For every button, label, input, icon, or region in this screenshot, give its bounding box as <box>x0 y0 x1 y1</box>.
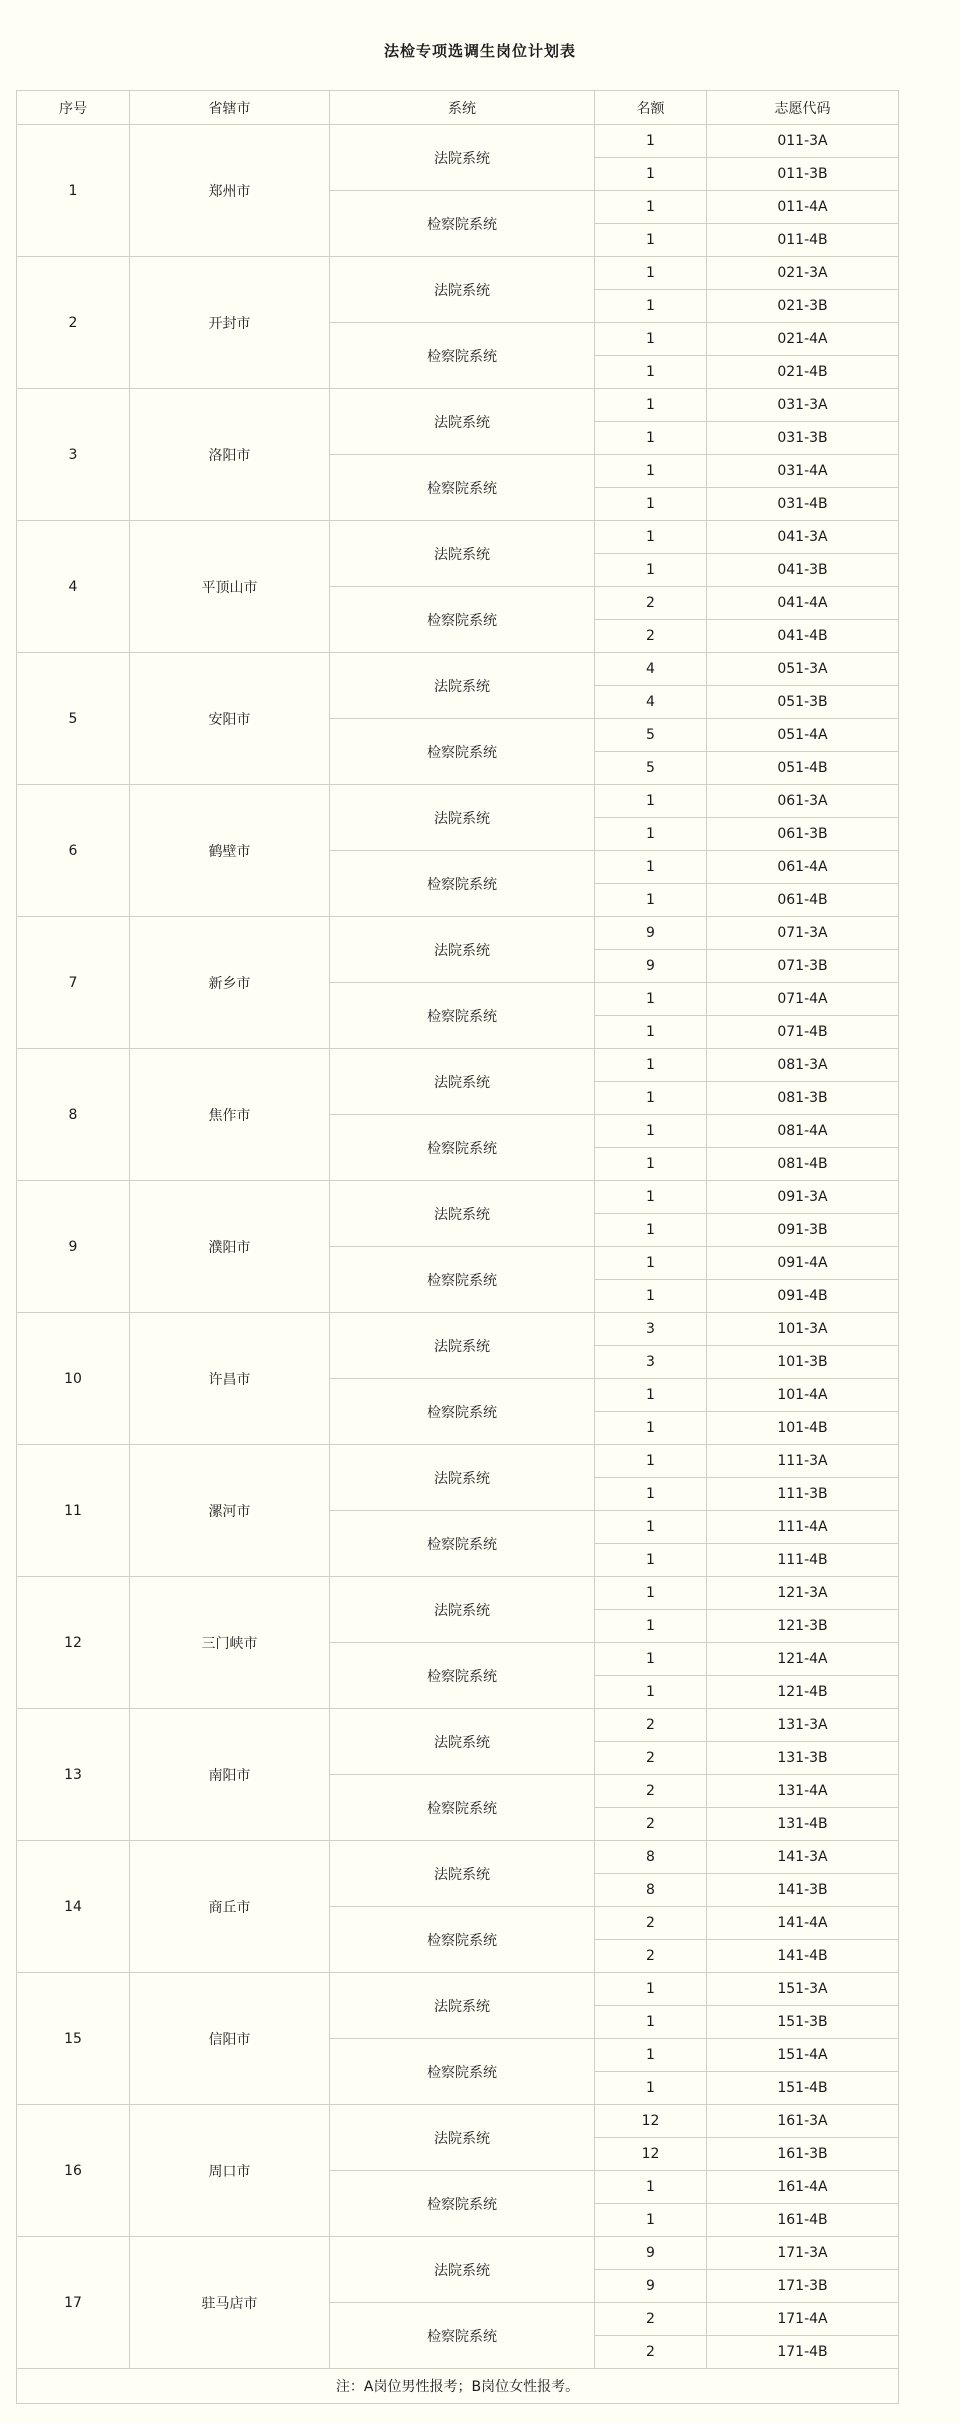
header-cell-quota: 名额 <box>595 91 707 125</box>
quota-cell: 12 <box>595 2105 707 2138</box>
quota-cell: 1 <box>595 1478 707 1511</box>
system-cell-court: 法院系统 <box>330 1709 595 1775</box>
quota-cell: 1 <box>595 356 707 389</box>
quota-cell: 1 <box>595 323 707 356</box>
city-cell: 许昌市 <box>130 1313 330 1445</box>
system-cell-procuratorate: 检察院系统 <box>330 983 595 1049</box>
row-index-cell: 6 <box>17 785 130 917</box>
code-cell: 171-3A <box>707 2237 899 2270</box>
page-title: 法检专项选调生岗位计划表 <box>383 42 576 60</box>
table-row <box>17 389 899 422</box>
city-cell: 鹤壁市 <box>130 785 330 917</box>
quota-cell: 9 <box>595 2270 707 2303</box>
code-cell: 101-3B <box>707 1346 899 1379</box>
city-cell: 平顶山市 <box>130 521 330 653</box>
table-row <box>17 1577 899 1610</box>
quota-cell: 1 <box>595 191 707 224</box>
city-cell: 焦作市 <box>130 1049 330 1181</box>
system-cell-court: 法院系统 <box>330 1049 595 1115</box>
code-cell: 171-3B <box>707 2270 899 2303</box>
quota-cell: 9 <box>595 917 707 950</box>
system-cell-court: 法院系统 <box>330 2105 595 2171</box>
code-cell: 171-4A <box>707 2303 899 2336</box>
quota-cell: 3 <box>595 1346 707 1379</box>
quota-cell: 1 <box>595 158 707 191</box>
header-cell-code: 志愿代码 <box>707 91 899 125</box>
code-cell: 171-4B <box>707 2336 899 2369</box>
code-cell: 041-3B <box>707 554 899 587</box>
row-index-cell: 11 <box>17 1445 130 1577</box>
header-cell-index: 序号 <box>17 91 130 125</box>
quota-cell: 1 <box>595 554 707 587</box>
code-cell: 061-3B <box>707 818 899 851</box>
system-cell-court: 法院系统 <box>330 1445 595 1511</box>
quota-cell: 1 <box>595 1082 707 1115</box>
quota-cell: 4 <box>595 686 707 719</box>
system-cell-court: 法院系统 <box>330 389 595 455</box>
quota-cell: 1 <box>595 1016 707 1049</box>
quota-cell: 1 <box>595 290 707 323</box>
table-row <box>17 1313 899 1346</box>
code-cell: 021-4B <box>707 356 899 389</box>
code-cell: 111-4B <box>707 1544 899 1577</box>
quota-cell: 1 <box>595 1115 707 1148</box>
quota-cell: 1 <box>595 2006 707 2039</box>
quota-cell: 4 <box>595 653 707 686</box>
code-cell: 081-4B <box>707 1148 899 1181</box>
quota-cell: 1 <box>595 1181 707 1214</box>
code-cell: 141-3B <box>707 1874 899 1907</box>
quota-cell: 2 <box>595 1907 707 1940</box>
code-cell: 041-4B <box>707 620 899 653</box>
code-cell: 111-3A <box>707 1445 899 1478</box>
table-row <box>17 917 899 950</box>
code-cell: 051-3B <box>707 686 899 719</box>
code-cell: 091-3A <box>707 1181 899 1214</box>
city-cell: 濮阳市 <box>130 1181 330 1313</box>
code-cell: 121-3A <box>707 1577 899 1610</box>
row-index-cell: 9 <box>17 1181 130 1313</box>
quota-cell: 2 <box>595 2336 707 2369</box>
city-cell: 洛阳市 <box>130 389 330 521</box>
system-cell-procuratorate: 检察院系统 <box>330 2039 595 2105</box>
code-cell: 151-3B <box>707 2006 899 2039</box>
quota-cell: 1 <box>595 1445 707 1478</box>
code-cell: 101-4B <box>707 1412 899 1445</box>
row-index-cell: 5 <box>17 653 130 785</box>
table-row <box>17 1973 899 2006</box>
quota-cell: 1 <box>595 1610 707 1643</box>
code-cell: 011-4A <box>707 191 899 224</box>
system-cell-procuratorate: 检察院系统 <box>330 323 595 389</box>
quota-cell: 1 <box>595 1379 707 1412</box>
quota-cell: 1 <box>595 488 707 521</box>
system-cell-procuratorate: 检察院系统 <box>330 1115 595 1181</box>
system-cell-court: 法院系统 <box>330 257 595 323</box>
system-cell-procuratorate: 检察院系统 <box>330 1775 595 1841</box>
code-cell: 041-4A <box>707 587 899 620</box>
code-cell: 161-3B <box>707 2138 899 2171</box>
code-cell: 071-4B <box>707 1016 899 1049</box>
code-cell: 081-3B <box>707 1082 899 1115</box>
quota-cell: 2 <box>595 620 707 653</box>
quota-cell: 1 <box>595 1973 707 2006</box>
header-cell-system: 系统 <box>330 91 595 125</box>
table-row <box>17 2105 899 2138</box>
quota-cell: 1 <box>595 1280 707 1313</box>
row-index-cell: 4 <box>17 521 130 653</box>
code-cell: 081-3A <box>707 1049 899 1082</box>
code-cell: 111-4A <box>707 1511 899 1544</box>
code-cell: 151-4A <box>707 2039 899 2072</box>
system-cell-procuratorate: 检察院系统 <box>330 1643 595 1709</box>
city-cell: 三门峡市 <box>130 1577 330 1709</box>
code-cell: 091-4A <box>707 1247 899 1280</box>
system-cell-court: 法院系统 <box>330 125 595 191</box>
code-cell: 051-4B <box>707 752 899 785</box>
row-index-cell: 13 <box>17 1709 130 1841</box>
quota-cell: 1 <box>595 1412 707 1445</box>
quota-cell: 8 <box>595 1874 707 1907</box>
quota-cell: 1 <box>595 2039 707 2072</box>
code-cell: 031-3A <box>707 389 899 422</box>
code-cell: 111-3B <box>707 1478 899 1511</box>
code-cell: 081-4A <box>707 1115 899 1148</box>
system-cell-procuratorate: 检察院系统 <box>330 1907 595 1973</box>
code-cell: 161-3A <box>707 2105 899 2138</box>
code-cell: 071-3A <box>707 917 899 950</box>
code-cell: 041-3A <box>707 521 899 554</box>
quota-cell: 5 <box>595 719 707 752</box>
plan-table <box>16 90 899 2404</box>
code-cell: 131-4A <box>707 1775 899 1808</box>
quota-cell: 9 <box>595 2237 707 2270</box>
row-index-cell: 1 <box>17 125 130 257</box>
quota-cell: 2 <box>595 1808 707 1841</box>
code-cell: 061-4B <box>707 884 899 917</box>
city-cell: 商丘市 <box>130 1841 330 1973</box>
quota-cell: 9 <box>595 950 707 983</box>
system-cell-court: 法院系统 <box>330 917 595 983</box>
table-row <box>17 1709 899 1742</box>
system-cell-procuratorate: 检察院系统 <box>330 455 595 521</box>
system-cell-court: 法院系统 <box>330 653 595 719</box>
city-cell: 驻马店市 <box>130 2237 330 2369</box>
table-row <box>17 653 899 686</box>
quota-cell: 1 <box>595 521 707 554</box>
code-cell: 161-4B <box>707 2204 899 2237</box>
city-cell: 开封市 <box>130 257 330 389</box>
city-cell: 新乡市 <box>130 917 330 1049</box>
system-cell-court: 法院系统 <box>330 2237 595 2303</box>
table-body <box>17 125 899 2369</box>
system-cell-procuratorate: 检察院系统 <box>330 1247 595 1313</box>
code-cell: 021-3B <box>707 290 899 323</box>
system-cell-court: 法院系统 <box>330 1841 595 1907</box>
quota-cell: 1 <box>595 1148 707 1181</box>
quota-cell: 1 <box>595 983 707 1016</box>
quota-cell: 1 <box>595 1511 707 1544</box>
code-cell: 121-4B <box>707 1676 899 1709</box>
quota-cell: 1 <box>595 1247 707 1280</box>
table-row <box>17 521 899 554</box>
code-cell: 051-4A <box>707 719 899 752</box>
quota-cell: 2 <box>595 1709 707 1742</box>
table-row <box>17 125 899 158</box>
note-row <box>17 2369 899 2404</box>
table-row <box>17 1049 899 1082</box>
quota-cell: 12 <box>595 2138 707 2171</box>
code-cell: 031-4B <box>707 488 899 521</box>
code-cell: 151-3A <box>707 1973 899 2006</box>
system-cell-procuratorate: 检察院系统 <box>330 1511 595 1577</box>
quota-cell: 2 <box>595 1775 707 1808</box>
table-row <box>17 1445 899 1478</box>
system-cell-court: 法院系统 <box>330 1973 595 2039</box>
quota-cell: 2 <box>595 587 707 620</box>
quota-cell: 1 <box>595 2204 707 2237</box>
header-row <box>17 91 899 125</box>
city-cell: 南阳市 <box>130 1709 330 1841</box>
code-cell: 021-4A <box>707 323 899 356</box>
system-cell-court: 法院系统 <box>330 1577 595 1643</box>
city-cell: 周口市 <box>130 2105 330 2237</box>
quota-cell: 1 <box>595 1676 707 1709</box>
city-cell: 安阳市 <box>130 653 330 785</box>
code-cell: 011-3B <box>707 158 899 191</box>
code-cell: 141-3A <box>707 1841 899 1874</box>
system-cell-court: 法院系统 <box>330 521 595 587</box>
quota-cell: 2 <box>595 1742 707 1775</box>
quota-cell: 1 <box>595 785 707 818</box>
quota-cell: 1 <box>595 2171 707 2204</box>
row-index-cell: 17 <box>17 2237 130 2369</box>
row-index-cell: 3 <box>17 389 130 521</box>
city-cell: 郑州市 <box>130 125 330 257</box>
header-cell-city: 省辖市 <box>130 91 330 125</box>
quota-cell: 1 <box>595 851 707 884</box>
code-cell: 061-4A <box>707 851 899 884</box>
quota-cell: 8 <box>595 1841 707 1874</box>
row-index-cell: 16 <box>17 2105 130 2237</box>
table-row <box>17 257 899 290</box>
city-cell: 漯河市 <box>130 1445 330 1577</box>
system-cell-procuratorate: 检察院系统 <box>330 191 595 257</box>
table-row <box>17 1181 899 1214</box>
quota-cell: 1 <box>595 818 707 851</box>
code-cell: 101-3A <box>707 1313 899 1346</box>
table-row <box>17 785 899 818</box>
row-index-cell: 15 <box>17 1973 130 2105</box>
code-cell: 161-4A <box>707 2171 899 2204</box>
code-cell: 091-3B <box>707 1214 899 1247</box>
quota-cell: 1 <box>595 884 707 917</box>
city-cell: 信阳市 <box>130 1973 330 2105</box>
code-cell: 071-4A <box>707 983 899 1016</box>
code-cell: 131-3A <box>707 1709 899 1742</box>
table-row <box>17 2237 899 2270</box>
quota-cell: 1 <box>595 257 707 290</box>
quota-cell: 1 <box>595 1577 707 1610</box>
quota-cell: 1 <box>595 1049 707 1082</box>
system-cell-court: 法院系统 <box>330 1181 595 1247</box>
quota-cell: 1 <box>595 125 707 158</box>
system-cell-procuratorate: 检察院系统 <box>330 851 595 917</box>
quota-cell: 3 <box>595 1313 707 1346</box>
quota-cell: 1 <box>595 389 707 422</box>
quota-cell: 1 <box>595 2072 707 2105</box>
quota-cell: 1 <box>595 1544 707 1577</box>
code-cell: 061-3A <box>707 785 899 818</box>
code-cell: 131-3B <box>707 1742 899 1775</box>
system-cell-procuratorate: 检察院系统 <box>330 1379 595 1445</box>
code-cell: 131-4B <box>707 1808 899 1841</box>
row-index-cell: 12 <box>17 1577 130 1709</box>
quota-cell: 1 <box>595 224 707 257</box>
system-cell-court: 法院系统 <box>330 1313 595 1379</box>
row-index-cell: 14 <box>17 1841 130 1973</box>
code-cell: 101-4A <box>707 1379 899 1412</box>
code-cell: 031-3B <box>707 422 899 455</box>
row-index-cell: 8 <box>17 1049 130 1181</box>
system-cell-court: 法院系统 <box>330 785 595 851</box>
quota-cell: 1 <box>595 1214 707 1247</box>
code-cell: 011-3A <box>707 125 899 158</box>
quota-cell: 2 <box>595 1940 707 1973</box>
code-cell: 141-4A <box>707 1907 899 1940</box>
code-cell: 021-3A <box>707 257 899 290</box>
code-cell: 141-4B <box>707 1940 899 1973</box>
code-cell: 011-4B <box>707 224 899 257</box>
table-row <box>17 1841 899 1874</box>
system-cell-procuratorate: 检察院系统 <box>330 719 595 785</box>
quota-cell: 2 <box>595 2303 707 2336</box>
quota-cell: 5 <box>595 752 707 785</box>
code-cell: 121-3B <box>707 1610 899 1643</box>
code-cell: 121-4A <box>707 1643 899 1676</box>
code-cell: 151-4B <box>707 2072 899 2105</box>
quota-cell: 1 <box>595 455 707 488</box>
code-cell: 051-3A <box>707 653 899 686</box>
code-cell: 031-4A <box>707 455 899 488</box>
code-cell: 091-4B <box>707 1280 899 1313</box>
footnote: 注：A岗位男性报考；B岗位女性报考。 <box>17 2369 899 2404</box>
system-cell-procuratorate: 检察院系统 <box>330 2303 595 2369</box>
system-cell-procuratorate: 检察院系统 <box>330 587 595 653</box>
code-cell: 071-3B <box>707 950 899 983</box>
quota-cell: 1 <box>595 422 707 455</box>
quota-cell: 1 <box>595 1643 707 1676</box>
row-index-cell: 7 <box>17 917 130 1049</box>
row-index-cell: 10 <box>17 1313 130 1445</box>
row-index-cell: 2 <box>17 257 130 389</box>
system-cell-procuratorate: 检察院系统 <box>330 2171 595 2237</box>
